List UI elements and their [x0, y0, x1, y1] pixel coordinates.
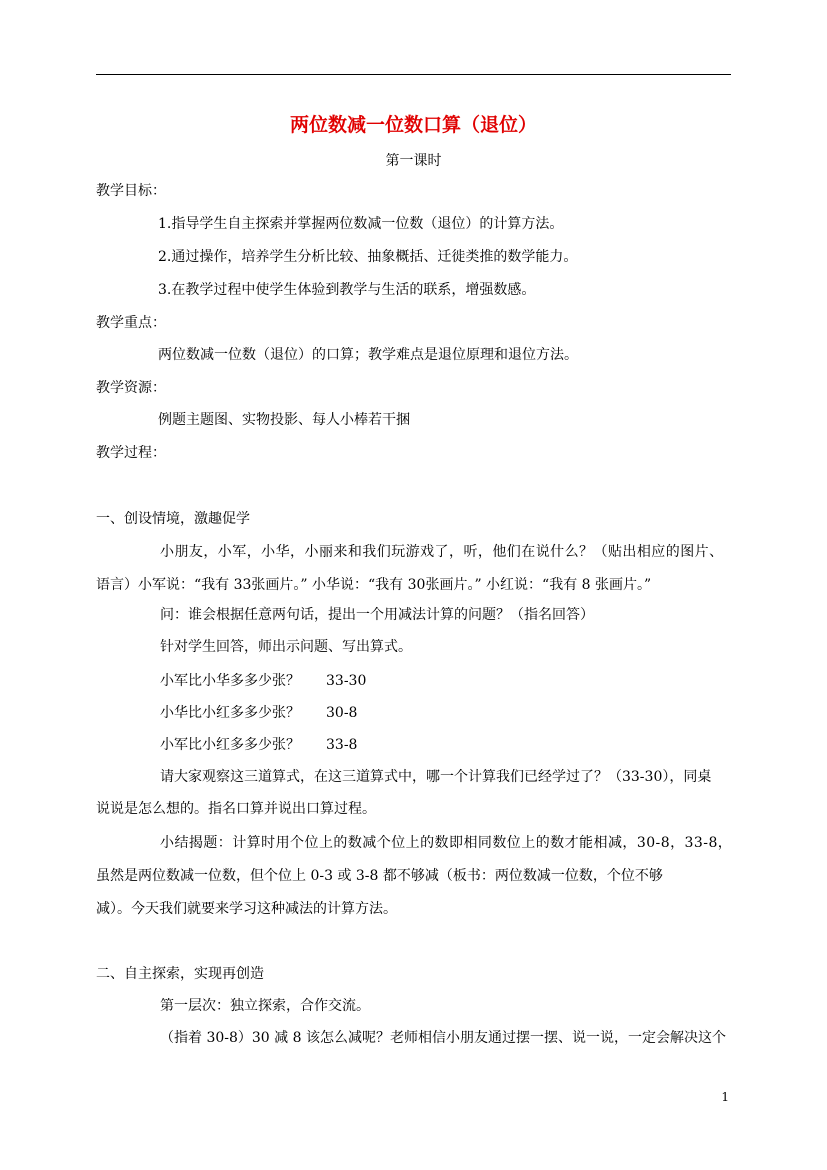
resources-heading: 教学资源：: [96, 380, 166, 396]
section1-response: 针对学生回答，师出示问题、写出算式。: [160, 639, 412, 655]
section1-paragraph2-line2: 说说是怎么想的。指名口算并说出口算过程。: [96, 801, 376, 817]
problem-equation-3: 33-8: [326, 737, 358, 753]
header-rule: [96, 74, 731, 75]
key-heading: 教学重点：: [96, 315, 166, 331]
problem-equation-2: 30-8: [326, 705, 358, 721]
key-text: 两位数减一位数（退位）的口算；教学难点是退位原理和退位方法。: [158, 347, 578, 363]
goal-item-2: 2.通过操作，培养学生分析比较、抽象概括、迁徙类推的数学能力。: [158, 249, 578, 265]
section1-paragraph1-line1: 小朋友，小军，小华，小丽来和我们玩游戏了，听，他们在说什么？（贴出相应的图片、: [160, 544, 724, 560]
problem-question-1: 小军比小华多多少张？: [160, 673, 300, 689]
section1-paragraph2-line1: 请大家观察这三道算式，在这三道算式中，哪一个计算我们已经学过了？（33-30），同桌: [160, 769, 712, 785]
problem-question-2: 小华比小红多多少张？: [160, 705, 300, 721]
section1-paragraph3-line1: 小结揭题：计算时用个位上的数减个位上的数即相同数位上的数才能相减，30-8，33-8，: [160, 835, 733, 851]
section1-paragraph3-line2: 虽然是两位数减一位数，但个位上 0-3 或 3-8 都不够减（板书：两位数减一位数，个位不够: [96, 868, 663, 884]
problem-equation-1: 33-30: [326, 673, 367, 689]
problem-question-3: 小军比小红多多少张？: [160, 737, 300, 753]
section2-level1: 第一层次：独立探索，合作交流。: [160, 998, 370, 1014]
goals-heading: 教学目标：: [96, 183, 166, 199]
section2-paragraph1: （指着 30-8）30 减 8 该怎么减呢？老师相信小朋友通过摆一摆、说一说，一定会解决这个: [160, 1030, 726, 1046]
section1-paragraph1-line2: 语言）小军说：“我有 33张画片。” 小华说：“我有 30张画片。” 小红说：“我有 8 张画片。”: [96, 577, 652, 593]
process-heading: 教学过程：: [96, 445, 166, 461]
section1-paragraph3-line3: 减）。今天我们就要来学习这种减法的计算方法。: [96, 901, 397, 917]
goal-item-1: 1.指导学生自主探索并掌握两位数减一位数（退位）的计算方法。: [158, 216, 564, 232]
resources-text: 例题主题图、实物投影、每人小棒若干捆: [158, 412, 410, 428]
lesson-subtitle: 第一课时: [385, 153, 442, 169]
section1-heading: 一、创设情境，激趣促学: [96, 511, 250, 527]
goal-item-3: 3.在教学过程中使学生体验到教学与生活的联系，增强数感。: [158, 282, 536, 298]
section2-heading: 二、自主探索，实现再创造: [96, 966, 264, 982]
page-title: 两位数减一位数口算（退位）: [289, 114, 537, 136]
page-number: 1: [721, 1090, 729, 1104]
section1-question: 问：谁会根据任意两句话，提出一个用减法计算的问题？（指名回答）: [160, 607, 594, 623]
